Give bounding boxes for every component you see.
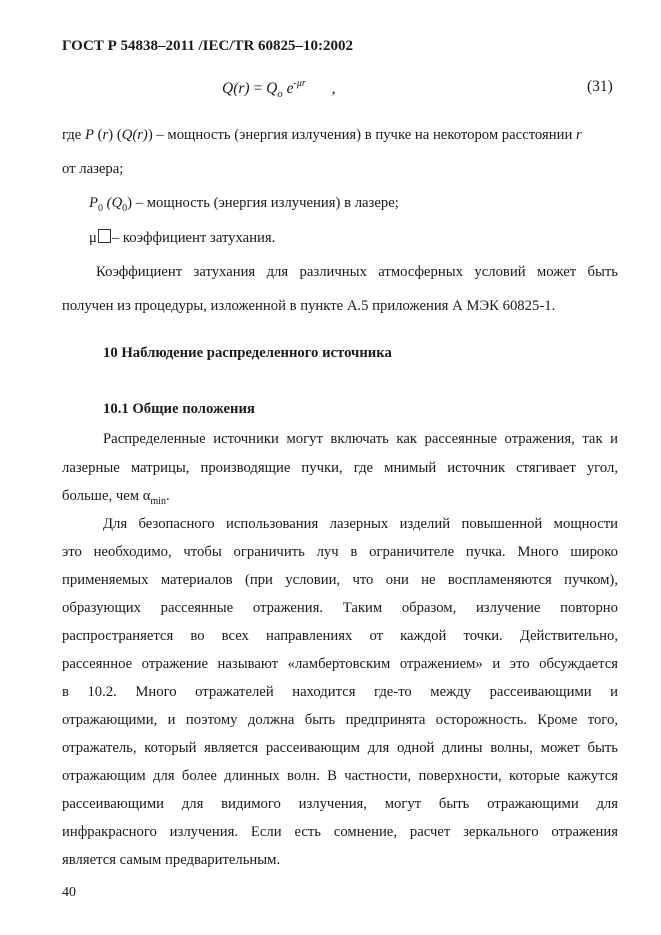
def3-q-sub: 0 [122, 202, 128, 214]
para2-text: больше, чем [62, 488, 143, 504]
def1-symbol-qr: Q(r) [121, 127, 148, 143]
def3-symbol-p: P [89, 195, 98, 211]
def4-rest: – коэффициент затухания. [111, 230, 276, 246]
def3-symbol-q: Q [111, 195, 123, 211]
para3-line-1: Для безопасного использования лазерных изделий повышенной мощности [103, 516, 618, 532]
para2-line-1: Распределенные источники могут включать как рассеянные отражения, так и [103, 431, 618, 447]
formula-comma: , [331, 80, 336, 97]
section-heading: 10 Наблюдение распределенного источника [103, 345, 392, 361]
def1-symbol-p: P [84, 127, 94, 143]
subsection-heading: 10.1 Общие положения [103, 401, 255, 417]
para3-line-10: отражающим для более длинных волн. В частности, поверхности, которые кажутся [62, 768, 618, 784]
para3-line-4: образующих рассеянные отражения. Таким образом, излучение повторно [62, 600, 618, 616]
def1-text-a: где [62, 127, 85, 143]
def1-symbol-r: r [102, 127, 109, 143]
alpha-sub: min [150, 495, 166, 507]
def3-open: ( [102, 195, 112, 211]
para3-line-11: рассеивающими для видимого излучения, могут быть отражающими для [62, 796, 618, 812]
alpha-symbol: α [142, 488, 151, 504]
para3-line-5: распространяется во всех направлениях от каждой точки. Действительно, [62, 628, 618, 644]
formula-exponent: -μr [293, 78, 306, 89]
definition-line-1 [62, 127, 582, 144]
equation-number: (31) [587, 78, 613, 95]
formula-q-sub: o [277, 88, 283, 101]
formula-lhs: Q(r) [222, 80, 250, 97]
definition-line-4 [89, 229, 275, 247]
def1-text-g: ) – мощность (энергия излучения) в пучке на некотором расстоянии [147, 127, 577, 143]
para3-line-2: это необходимо, чтобы ограничить луч в ограничителе пучка. Много широко [62, 544, 618, 560]
para3-line-3: применяемых материалов (при условии, что они не воспламеняются пучком), [62, 572, 618, 588]
formula-31 [222, 78, 336, 100]
para2-line-2: лазерные матрицы, производящие пучки, где мнимый источник стягивает угол, [62, 460, 618, 476]
para3-line-13: является самым предварительным. [62, 852, 281, 868]
formula-e: e [286, 80, 294, 97]
def3-rest: ) – мощность (энергия излучения) в лазере; [127, 195, 399, 211]
definition-line-2: от лазера; [62, 161, 124, 177]
def3-p-sub: 0 [97, 202, 103, 214]
page-number: 40 [62, 885, 76, 900]
para2-end: . [165, 488, 170, 504]
def1-text-e: ) ( [108, 127, 122, 143]
para2-line-3 [62, 488, 170, 507]
definition-line-3 [89, 195, 399, 214]
formula-q: Q [266, 80, 278, 97]
para3-line-9: отражатель, который является рассеивающим для одной длины волны, может быть [62, 740, 618, 756]
para3-line-7: в 10.2. Много отражателей находится где-то между рассеивающими и [62, 684, 618, 700]
para1-line-1: Коэффициент затухания для различных атмосферных условий может быть [96, 264, 618, 280]
formula-equals: = [253, 80, 263, 97]
para3-line-12: инфракрасного излучения. Если есть сомнение, расчет зеркального отражения [62, 824, 618, 840]
document-header: ГОСТ Р 54838–2011 /IEC/TR 60825–10:2002 [62, 38, 354, 54]
def1-text-c: ( [93, 127, 103, 143]
def1-symbol-r2: r [576, 127, 582, 143]
missing-glyph-box-icon [98, 229, 111, 243]
para3-line-8: отражающими, и поэтому должна быть предпринята осторожность. Кроме того, [62, 712, 618, 728]
para1-line-2: получен из процедуры, изложенной в пункте А.5 приложения А МЭК 60825-1. [62, 298, 556, 314]
mu-symbol: μ [89, 230, 97, 246]
para3-line-6: рассеянное отражение называют «ламбертовским отражением» и это обсуждается [62, 656, 618, 672]
